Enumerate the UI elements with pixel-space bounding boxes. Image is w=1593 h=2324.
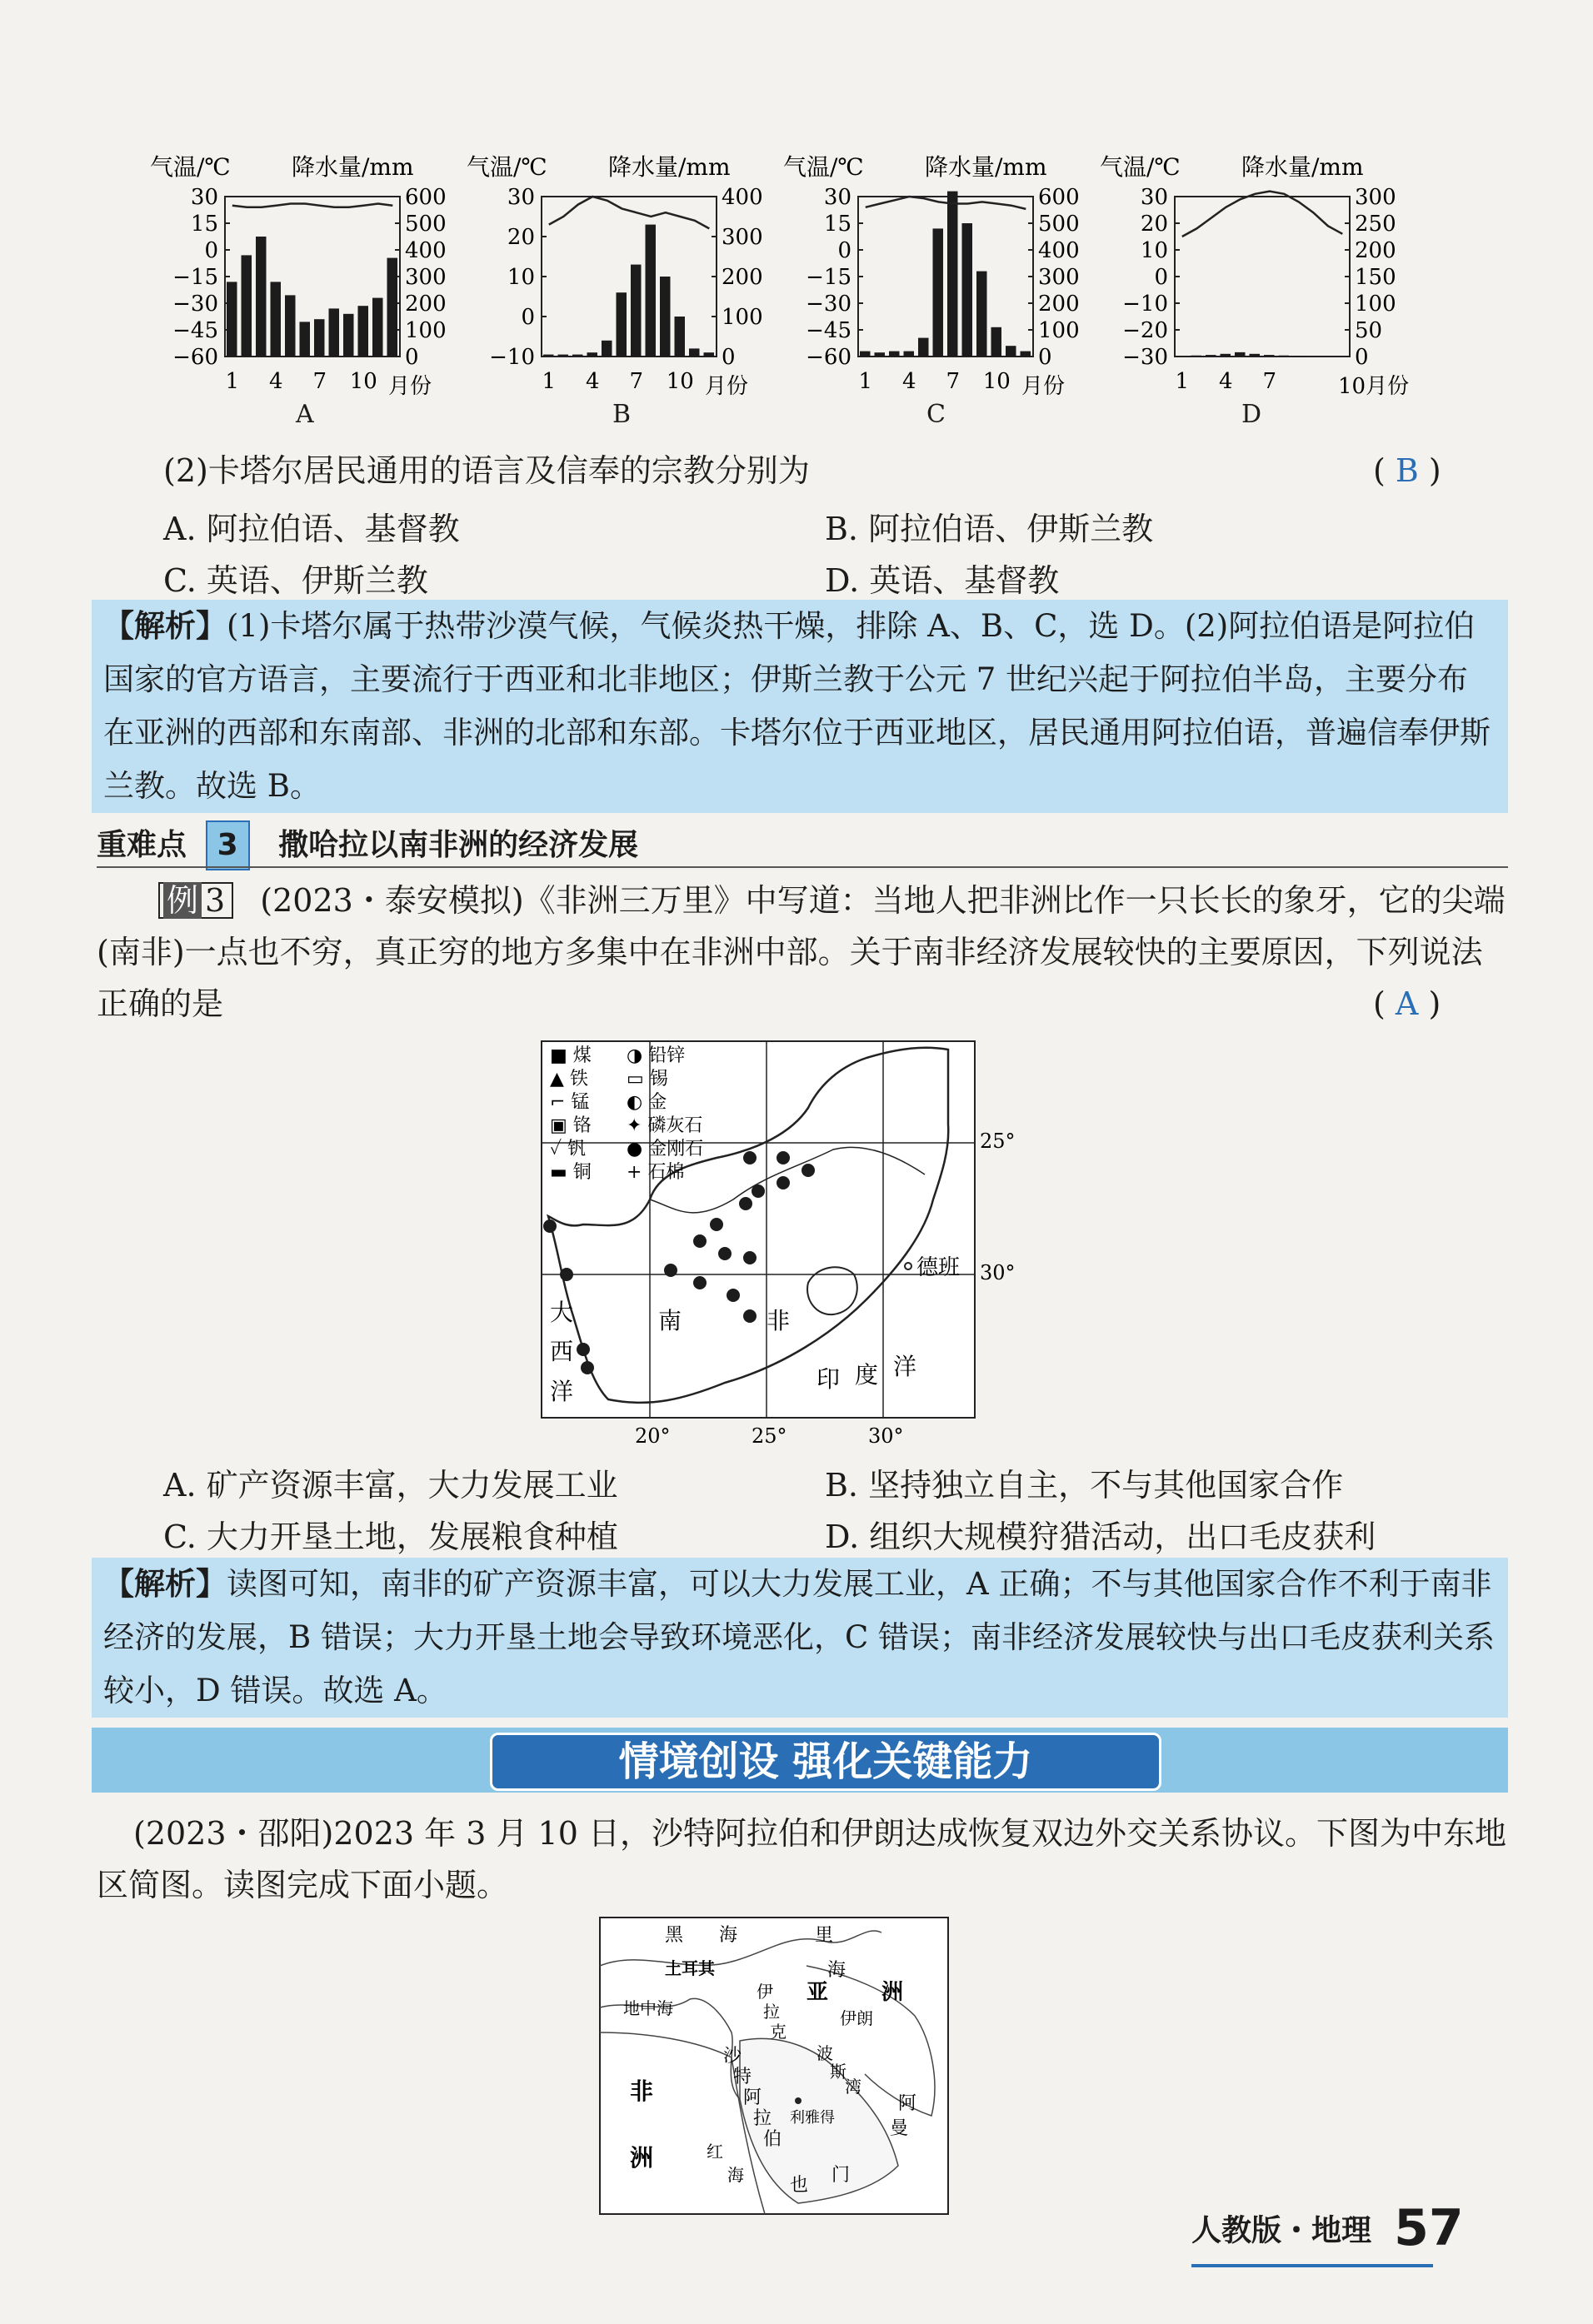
left-tick-label: 20 [1140, 212, 1168, 237]
footer [1191, 2199, 1464, 2266]
legend-item: ● 金刚石 [627, 1139, 704, 1160]
analysis-2-text [92, 1558, 1508, 1718]
me-hong: 红 [707, 2142, 723, 2162]
precip-bar [300, 322, 311, 357]
left-tick-label: −60 [806, 345, 851, 370]
right-tick-label: 300 [1355, 185, 1396, 210]
me-iraq2: 拉 [763, 2002, 780, 2022]
deposit-marker [693, 1276, 707, 1289]
label-yin: 印 [816, 1365, 841, 1393]
chart-letter-a: A [296, 400, 314, 429]
precip-bar [1250, 354, 1261, 357]
label-nan: 南 [658, 1307, 682, 1334]
me-iraq3: 克 [770, 2022, 787, 2042]
left-tick-label: 0 [204, 238, 218, 263]
me-riyadh: 利雅得 [790, 2109, 835, 2127]
precip-bar [271, 282, 282, 357]
precip-bar [587, 352, 598, 357]
section-banner [92, 1728, 1508, 1793]
me-iran: 伊朗 [840, 2008, 873, 2028]
analysis-1-box [92, 600, 1508, 813]
x-tick-label: 10 [666, 369, 694, 394]
deposit-marker [693, 1234, 707, 1248]
precip-bar [572, 355, 583, 357]
q2-answer: ( B ) [1373, 452, 1441, 489]
left-tick-label: 15 [823, 212, 851, 237]
temperature-line [549, 197, 710, 228]
x-tick-label: 4 [585, 369, 600, 394]
precip-bar [558, 355, 569, 357]
me-sa3: 阿 [743, 2087, 762, 2108]
me-wan: 湾 [845, 2077, 861, 2097]
precip-bar [256, 237, 267, 357]
left-tick-label: −30 [1122, 345, 1168, 370]
me-zhou2: 洲 [630, 2144, 654, 2172]
climate-chart-b [467, 153, 763, 399]
example-text: (2023・泰安模拟)《非洲三万里》中写道：当地人把非洲比作一只长长的象牙，它的尖端(南非)一点也不穷，真正穷的地方多集中在非洲中部。关于南非经济发展较快的主要原因，下列说法正确的是 [97, 882, 1506, 1022]
right-tick-label: 300 [405, 265, 447, 290]
legend-item: ▭ 锡 [627, 1069, 668, 1090]
right-tick-label: 100 [1038, 318, 1080, 343]
x-tick-label: 10 [982, 369, 1011, 394]
right-tick-label: 200 [405, 292, 447, 317]
chart-left-label: 气温/℃ [150, 153, 231, 181]
x-tick-label: 1 [858, 369, 873, 394]
me-sa2: 特 [733, 2067, 752, 2087]
x-tick-label: 4 [901, 369, 916, 394]
precip-bar [631, 265, 642, 357]
label-du: 度 [855, 1361, 879, 1389]
left-tick-label: −30 [806, 292, 851, 317]
precip-bar [329, 308, 340, 357]
lat-30-label: 30° [980, 1261, 1016, 1284]
right-tick-label: 400 [405, 238, 447, 263]
precip-bar [602, 341, 612, 357]
x-tick-label: 7 [629, 369, 644, 394]
me-hai3: 海 [727, 2165, 744, 2185]
left-tick-label: 15 [190, 212, 218, 237]
deposit-marker [543, 1219, 557, 1233]
precip-bar [543, 355, 554, 357]
chart-letter-d: D [1241, 400, 1262, 429]
precip-bar [242, 255, 252, 357]
precip-bar [976, 272, 987, 357]
climate-chart-a [150, 153, 447, 399]
deposit-marker [743, 1251, 757, 1264]
q3-option-b[interactable]: B. 坚持独立自主，不与其他国家合作 [825, 1467, 1344, 1504]
precip-bar [358, 306, 369, 357]
analysis-1-text [92, 600, 1508, 813]
me-hai1: 海 [719, 1925, 738, 1946]
right-tick-label: 200 [722, 265, 763, 290]
chart-right-label: 降水量/mm [608, 153, 731, 181]
me-iraq1: 伊 [757, 1982, 773, 2002]
precip-bar [904, 352, 915, 357]
deposit-marker [664, 1264, 677, 1277]
deposit-marker [752, 1184, 765, 1198]
lon-20-label: 20° [635, 1424, 671, 1448]
key-point-prefix: 重难点 [97, 828, 187, 862]
precip-bar [947, 192, 958, 357]
chart-left-label: 气温/℃ [1100, 153, 1181, 181]
precip-bar [617, 292, 627, 357]
me-sa4: 拉 [753, 2108, 772, 2129]
example-3 [97, 875, 1508, 1030]
chart-right-label: 降水量/mm [292, 153, 414, 181]
x-tick-label: 1 [225, 369, 240, 394]
context-paragraph: (2023・邵阳)2023 年 3 月 10 日，沙特阿拉伯和伊朗达成恢复双边外交关系协议。下图为中东地区简图。读图完成下面小题。 [97, 1815, 1506, 1903]
example-answer-letter: A [1395, 985, 1419, 1022]
right-tick-label: 600 [1038, 185, 1080, 210]
left-tick-label: −60 [172, 345, 218, 370]
left-tick-label: 0 [1154, 265, 1168, 290]
south-africa-map [533, 1033, 1016, 1466]
x-tick-label: 4 [1218, 369, 1233, 394]
climate-charts [150, 142, 1450, 441]
me-sa1: 沙 [723, 2046, 742, 2067]
right-tick-label: 600 [405, 185, 447, 210]
chart-right-label: 降水量/mm [1241, 153, 1364, 181]
q3-option-d[interactable]: D. 组织大规模狩猎活动，出口毛皮获利 [825, 1519, 1376, 1555]
temperature-line [1182, 192, 1343, 237]
me-hei: 黑 [665, 1925, 684, 1946]
deposit-marker [739, 1197, 752, 1210]
right-tick-label: 400 [722, 185, 763, 210]
climate-chart-d [1100, 153, 1409, 399]
label-fei: 非 [767, 1307, 791, 1334]
me-bo: 波 [816, 2043, 833, 2063]
x-tick-label: 7 [1262, 369, 1277, 394]
me-fei: 非 [630, 2077, 654, 2105]
right-tick-label: 100 [405, 318, 447, 343]
key-point-title: 撒哈拉以南非洲的经济发展 [278, 828, 639, 862]
q2-answer-letter: B [1395, 452, 1419, 489]
precip-bar [1006, 346, 1016, 357]
label-yang: 洋 [550, 1378, 574, 1405]
lon-30-label: 30° [868, 1424, 904, 1448]
example-tag-label: 例 [163, 882, 202, 919]
legend-item: + 石棉 [627, 1162, 685, 1183]
precip-bar [675, 317, 686, 357]
footer-book: 人教版・地理 [1191, 2213, 1372, 2248]
right-tick-label: 400 [1038, 238, 1080, 263]
q2-option-c[interactable]: C. 英语、伊斯兰教 [163, 562, 428, 599]
right-tick-label: 200 [1038, 292, 1080, 317]
precip-bar [1264, 355, 1275, 357]
deposit-marker [581, 1361, 594, 1374]
precip-bar [660, 277, 671, 357]
deposit-marker [560, 1268, 573, 1281]
right-tick-label: 0 [405, 345, 419, 370]
x-unit-label: 月份 [1021, 374, 1066, 399]
me-a: 阿 [898, 2093, 917, 2114]
deposit-marker [777, 1151, 790, 1164]
analysis-2-box [92, 1558, 1508, 1718]
chart-right-label: 降水量/mm [925, 153, 1047, 181]
left-tick-label: −10 [489, 345, 535, 370]
left-tick-label: 30 [507, 185, 535, 210]
q3-option-c[interactable]: C. 大力开垦土地，发展粮食种植 [163, 1519, 618, 1555]
right-tick-label: 500 [405, 212, 447, 237]
legend-item: ✓ 钒 [550, 1139, 587, 1160]
precip-bar [343, 314, 354, 357]
precip-bar [875, 352, 886, 357]
footer-page-number: 57 [1394, 2199, 1464, 2257]
chart-left-label: 气温/℃ [467, 153, 547, 181]
right-tick-label: 0 [722, 345, 736, 370]
chart-letter-c: C [926, 400, 946, 429]
right-tick-label: 150 [1355, 265, 1396, 290]
me-hai2: 海 [827, 1960, 846, 1981]
x-tick-label: 7 [946, 369, 961, 394]
q3-option-a[interactable]: A. 矿产资源丰富，大力发展工业 [163, 1467, 618, 1504]
precip-bar [991, 327, 1002, 357]
left-tick-label: 0 [837, 238, 851, 263]
deposit-marker [801, 1164, 815, 1177]
q2-option-b[interactable]: B. 阿拉伯语、伊斯兰教 [825, 511, 1154, 547]
section-banner-title: 情境创设 强化关键能力 [490, 1733, 1161, 1791]
right-tick-label: 100 [722, 305, 763, 330]
right-tick-label: 300 [1038, 265, 1080, 290]
label-yang2: 洋 [893, 1353, 917, 1380]
right-tick-label: 500 [1038, 212, 1080, 237]
precip-bar [1021, 352, 1031, 357]
left-tick-label: 10 [1140, 238, 1168, 263]
precip-bar [962, 223, 973, 357]
precip-bar [372, 298, 383, 357]
precip-bar [1235, 352, 1246, 357]
deposit-marker [743, 1151, 757, 1164]
me-men: 门 [831, 2165, 851, 2186]
deposit-marker [777, 1176, 790, 1189]
example-tag-num: 3 [205, 882, 226, 919]
chart-letter-b: B [612, 400, 632, 429]
me-man: 曼 [890, 2118, 909, 2139]
chart-left-label: 气温/℃ [783, 153, 864, 181]
me-med: 地中海 [623, 1998, 673, 2018]
deposit-marker [718, 1247, 732, 1260]
climate-chart-c [783, 153, 1080, 399]
precip-bar [860, 352, 871, 357]
left-tick-label: 0 [521, 305, 535, 330]
left-tick-label: −10 [1122, 292, 1168, 317]
left-tick-label: −45 [172, 318, 218, 343]
footer-underline [1191, 2264, 1433, 2267]
precip-bar [918, 338, 929, 357]
legend-item: ▣ 铬 [550, 1115, 592, 1136]
precip-bar [285, 295, 296, 357]
analysis-2-tag: 【解析】 [103, 1566, 227, 1602]
key-point-heading [97, 820, 638, 870]
temperature-line [232, 204, 393, 207]
riyadh-marker [795, 2097, 801, 2104]
x-tick-label: 1 [1175, 369, 1190, 394]
precip-bar [1191, 356, 1202, 357]
precip-bar [646, 225, 657, 357]
me-ya: 亚 [806, 1980, 829, 2005]
right-tick-label: 0 [1038, 345, 1052, 370]
left-tick-label: −20 [1122, 318, 1168, 343]
x-unit-label: 10月份 [1338, 374, 1410, 399]
precip-bar [933, 228, 944, 357]
x-tick-label: 10 [349, 369, 377, 394]
me-zhou: 洲 [881, 1980, 904, 2005]
deposit-marker [710, 1218, 723, 1231]
deposit-marker [727, 1289, 740, 1302]
precip-bar [314, 319, 325, 357]
precip-bar [889, 352, 900, 357]
deposit-marker [743, 1309, 757, 1323]
x-unit-label: 月份 [388, 374, 432, 399]
middle-east-map [598, 1916, 950, 2216]
chart-frame [542, 197, 717, 357]
legend-item: ■ 煤 [550, 1045, 592, 1066]
legend-item: ◑ 铅锌 [627, 1045, 686, 1066]
precip-bar [1221, 354, 1231, 357]
deposit-marker [577, 1343, 590, 1356]
legend-item: ✦ 磷灰石 [627, 1115, 703, 1136]
lon-25-label: 25° [752, 1424, 787, 1448]
q2-option-a[interactable]: A. 阿拉伯语、基督教 [163, 511, 460, 547]
legend-item: ▲ 铁 [550, 1069, 588, 1090]
left-tick-label: −15 [806, 265, 851, 290]
analysis-2-body: 读图可知，南非的矿产资源丰富，可以大力发展工业，A 正确；不与其他国家合作不利于南非经济的发展，B 错误；大力开垦土地会导致环境恶化，C 错误；南非经济发展较快与出口毛皮获利关系较小，D 错误。故选 A。 [103, 1566, 1496, 1708]
precip-bar [689, 348, 700, 357]
label-xi: 西 [550, 1338, 574, 1365]
me-li: 里 [815, 1925, 834, 1946]
me-si: 斯 [830, 2062, 846, 2082]
left-tick-label: 30 [1140, 185, 1168, 210]
right-tick-label: 50 [1355, 318, 1383, 343]
legend-item: ◐ 金 [627, 1092, 667, 1113]
precip-bar [1293, 356, 1304, 357]
left-tick-label: −30 [172, 292, 218, 317]
me-turkey: 土耳其 [665, 1958, 715, 1978]
analysis-1-tag: 【解析】 [103, 608, 227, 644]
left-tick-label: −45 [806, 318, 851, 343]
chart-frame [858, 197, 1033, 357]
precip-bar [704, 352, 715, 357]
me-sa5: 伯 [763, 2129, 782, 2150]
right-tick-label: 0 [1355, 345, 1369, 370]
legend-item: ⌐ 锰 [550, 1092, 590, 1113]
precip-bar [227, 282, 237, 357]
me-ye: 也 [790, 2175, 809, 2196]
example-answer: ( A ) [1373, 985, 1441, 1022]
left-tick-label: 10 [507, 265, 535, 290]
key-point-divider [97, 866, 1508, 868]
label-da: 大 [550, 1299, 574, 1326]
right-tick-label: 200 [1355, 238, 1396, 263]
left-tick-label: 30 [823, 185, 851, 210]
x-tick-label: 4 [268, 369, 283, 394]
q2-option-d[interactable]: D. 英语、基督教 [825, 562, 1060, 599]
right-tick-label: 100 [1355, 292, 1396, 317]
x-tick-label: 7 [312, 369, 327, 394]
left-tick-label: 20 [507, 225, 535, 250]
legend-item: ▬ 铜 [550, 1162, 592, 1183]
precip-bar [1279, 356, 1290, 357]
analysis-1-body: (1)卡塔尔属于热带沙漠气候，气候炎热干燥，排除 A、B、C，选 D。(2)阿拉伯语是阿拉伯国家的官方语言，主要流行于西亚和北非地区；伊斯兰教于公元 7 世纪兴起于阿拉伯半岛，主要分布在亚洲的西部和东南部、非洲的北部和东部。卡塔尔位于西亚地区，居民通用阿拉伯语，普遍信奉伊斯兰教。故选 B。 [103, 608, 1491, 804]
durban-label: 德班 [916, 1255, 961, 1280]
left-tick-label: 30 [190, 185, 218, 210]
temperature-line [866, 197, 1026, 209]
precip-bar [387, 258, 398, 357]
key-point-number: 3 [206, 820, 250, 870]
example-tag [158, 882, 233, 919]
left-tick-label: −15 [172, 265, 218, 290]
x-tick-label: 1 [542, 369, 557, 394]
precip-bar [1206, 355, 1216, 357]
right-tick-label: 300 [722, 225, 763, 250]
x-unit-label: 月份 [705, 374, 749, 399]
q2-stem: (2)卡塔尔居民通用的语言及信奉的宗教分别为 [163, 452, 810, 489]
right-tick-label: 250 [1355, 212, 1396, 237]
lat-25-label: 25° [980, 1130, 1016, 1153]
